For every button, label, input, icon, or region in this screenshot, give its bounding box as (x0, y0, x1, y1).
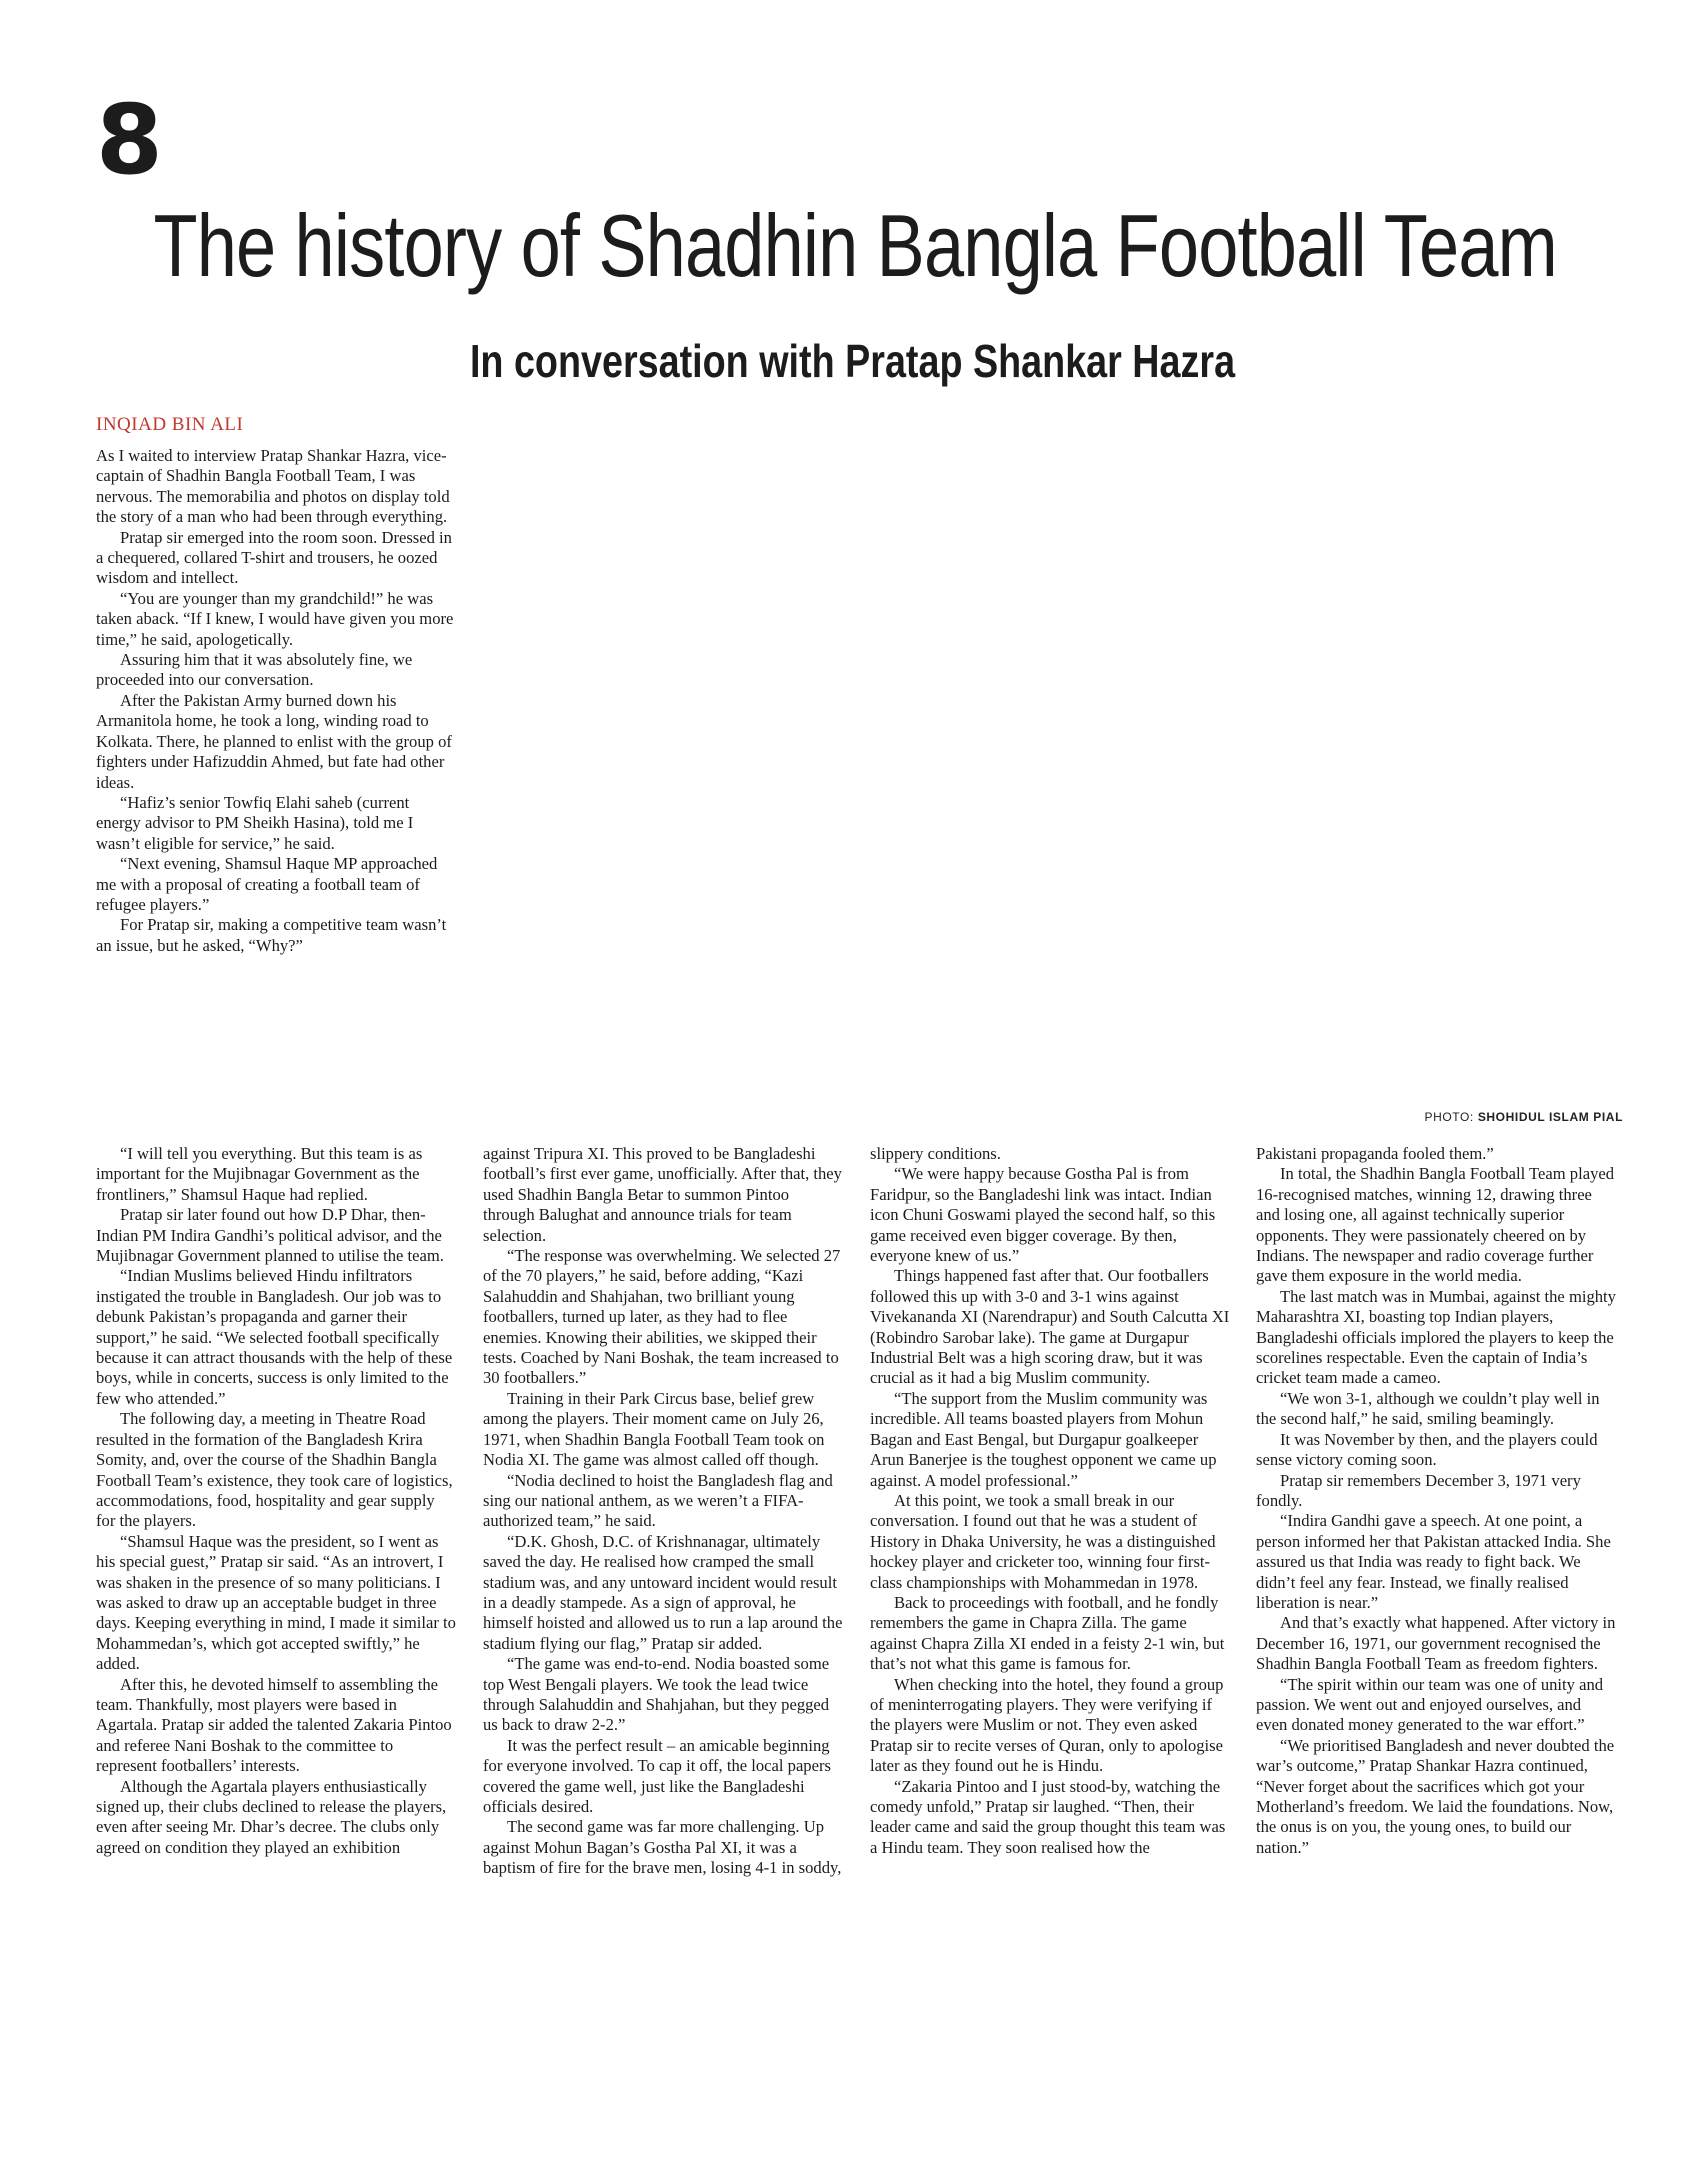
paragraph: In total, the Shadhin Bangla Football Team played 16-recognised matches, winning 12, drawing three and losing one, all against technically superior opponents. They were passionately cheered on by Indians. The newspaper and radio coverage further gave them exposure in the world media. (1256, 1164, 1615, 1286)
article-column-1-continued (96, 1144, 456, 1858)
paragraph: Pratap sir emerged into the room soon. Dressed in a chequered, collared T-shirt and trousers, he oozed wisdom and intellect. (96, 527, 452, 588)
paragraph: “The game was end-to-end. Nodia boasted some top West Bengali players. We took the lead twice through Salahuddin and Shahjahan, but they pegged us back to draw 2-2.” (483, 1654, 830, 1735)
paragraph: Although the Agartala players enthusiastically signed up, their clubs declined to release the players, even after seeing Mr. Dhar’s decree. The clubs only agreed on condition they played an exhibition (96, 1776, 447, 1857)
paragraph: The second game was far more challenging. Up against Mohun Bagan’s Gostha Pal XI, it was a baptism of fire for the brave men, losing 4-1 in soddy, (483, 1817, 842, 1878)
paragraph: “We prioritised Bangladesh and never doubted the war’s outcome,” Pratap Shankar Hazra continued, “Never forget about the sacrifices which got your Motherland’s freedom. We laid the foundations. Now, the onus is on you, the young ones, to build our nation.” (1256, 1735, 1615, 1857)
paragraph: “I will tell you everything. But this team is as important for the Mujibnagar Government as the frontliners,” Shamsul Haque had replied. (96, 1144, 423, 1204)
paragraph: “Indian Muslims believed Hindu infiltrators instigated the trouble in Bangladesh. Our job was to debunk Pakistan’s propaganda and garner their support,” he said. “We selected football specifically because it can attract thousands with the help of these boys, while in concerts, success is only limited to the few who attended.” (96, 1266, 453, 1408)
paragraph: Things happened fast after that. Our footballers followed this up with 3-0 and 3-1 wins against Vivekananda XI (Narendrapur) and South Calcutta XI (Robindro Sarobar lake). The game at Durgapur Industrial Belt was a high scoring draw, but it was crucial as it had a big Muslim community. (870, 1266, 1230, 1388)
byline: INQIAD BIN ALI (96, 414, 244, 435)
paragraph: After the Pakistan Army burned down his Armanitola home, he took a long, winding road to Kolkata. There, he planned to enlist with the group of fighters under Hafizuddin Ahmed, but fate had other ideas. (96, 690, 452, 792)
article-column-1 (96, 446, 456, 956)
article-column-3 (870, 1144, 1230, 1858)
photo-area (480, 440, 1620, 1100)
paragraph: It was the perfect result – an amicable beginning for everyone involved. To cap it off, the local papers covered the game well, just like the Bangladeshi officials desired. (483, 1735, 831, 1816)
paragraph: It was November by then, and the players could sense victory coming soon. (1256, 1429, 1598, 1470)
paragraph: “The response was overwhelming. We selected 27 of the 70 players,” he said, before adding, “Kazi Salahuddin and Shahjahan, two brilliant young footballers, turned up later, as they had to flee enemies. Knowing their abilities, we skipped their tests. Coached by Nani Boshak, the team increased to 30 footballers.” (483, 1246, 841, 1388)
paragraph: After this, he devoted himself to assembling the team. Thankfully, most players were based in Agartala. Pratap sir added the talented Zakaria Pintoo and referee Nani Boshak to the committee to represent footballers’ interests. (96, 1674, 452, 1776)
paragraph: As I waited to interview Pratap Shankar Hazra, vice-captain of Shadhin Bangla Football Team, I was nervous. The memorabilia and photos on display told the story of a man who had been through everything. (96, 446, 450, 527)
paragraph: The last match was in Mumbai, against the mighty Maharashtra XI, boasting top Indian players, Bangladeshi officials implored the players to keep the scorelines respectable. Even the captain of India’s cricket team made a cameo. (1256, 1286, 1616, 1388)
paragraph: And that’s exactly what happened. After victory in December 16, 1971, our government recognised the Shadhin Bangla Football Team as freedom fighters. (1256, 1613, 1616, 1674)
paragraph: Assuring him that it was absolutely fine, we proceeded into our conversation. (96, 650, 413, 690)
photo-credit-label: PHOTO: (1424, 1110, 1478, 1124)
paragraph: “The support from the Muslim community was incredible. All teams boasted players from Mohun Bagan and East Bengal, but Durgapur goalkeeper Arun Banerjee is the toughest opponent we came up against. A model professional.” (870, 1388, 1217, 1490)
paragraph: “Next evening, Shamsul Haque MP approached me with a proposal of creating a football team of refugee players.” (96, 854, 438, 914)
page-number: 8 (96, 84, 161, 196)
paragraph: Pakistani propaganda fooled them.” (1256, 1144, 1494, 1163)
paragraph: “We were happy because Gostha Pal is from Faridpur, so the Bangladeshi link was intact. Indian icon Chuni Goswami played the second half, so this game received even bigger coverage. By then, everyone knew of us.” (870, 1164, 1216, 1266)
paragraph: Pratap sir later found out how D.P Dhar, then-Indian PM Indira Gandhi’s political advisor, and the Mujibnagar Government planned to utilise the team. (96, 1205, 444, 1266)
paragraph: “You are younger than my grandchild!” he was taken aback. “If I knew, I would have given you more time,” he said, apologetically. (96, 588, 454, 649)
paragraph: “We won 3-1, although we couldn’t play well in the second half,” he said, smiling beamingly. (1256, 1388, 1600, 1429)
paragraph: Back to proceedings with football, and he fondly remembers the game in Chapra Zilla. The game against Chapra Zilla XI ended in a feisty 2-1 win, but that’s not what this game is famous for. (870, 1592, 1225, 1674)
paragraph: “D.K. Ghosh, D.C. of Krishnanagar, ultimately saved the day. He realised how cramped the small stadium was, and any untoward incident would result in a deadly stampede. As a sign of approval, he himself hoisted and allowed us to run a lap around the stadium flying our flag,” Pratap sir added. (483, 1531, 843, 1653)
paragraph: “Indira Gandhi gave a speech. At one point, a person informed her that Pakistan attacked India. She assured us that India was ready to fight back. We didn’t feel any fear. Instead, we finally realised liberation is near.” (1256, 1511, 1611, 1612)
paragraph: “The spirit within our team was one of unity and passion. We went out and enjoyed ourselves, and even donated money generated to the war effort.” (1256, 1674, 1604, 1735)
photo-credit (1424, 1110, 1623, 1124)
paragraph: “Shamsul Haque was the president, so I went as his special guest,” Pratap sir said. “As an introvert, I was shaken in the presence of so many politicians. I was asked to draw up an acceptable budget in three days. Keeping everything in mind, I made it similar to Mohammedan’s, which got accepted swiftly,” he added. (96, 1531, 456, 1674)
paragraph: The following day, a meeting in Theatre Road resulted in the formation of the Bangladesh Krira Somity, and, over the course of the Shadhin Bangla Football Team’s existence, they took care of logistics, accommodations, food, hospitality and gear supply for the players. (96, 1409, 453, 1531)
paragraph: against Tripura XI. This proved to be Bangladeshi football’s first ever game, unofficially. After that, they used Shadhin Bangla Betar to summon Pintoo through Balughat and announce trials for team selection. (483, 1144, 842, 1245)
article-column-4 (1256, 1144, 1616, 1858)
paragraph: Pratap sir remembers December 3, 1971 very fondly. (1256, 1470, 1581, 1510)
paragraph: When checking into the hotel, they found a group of meninterrogating players. They were verifying if the players were Muslim or not. They even asked Pratap sir to recite verses of Quran, only to apologise later as they found out he is Hindu. (870, 1674, 1224, 1776)
paragraph: Training in their Park Circus base, belief grew among the players. Their moment came on July 26, 1971, when Shadhin Bangla Football Team took on Nodia XI. The game was almost called off though. (483, 1388, 825, 1470)
paragraph: slippery conditions. (870, 1144, 1001, 1163)
paragraph: “Nodia declined to hoist the Bangladesh flag and sing our national anthem, as we weren’t a FIFA-authorized team,” he said. (483, 1470, 833, 1531)
photo-credit-name: SHOHIDUL ISLAM PIAL (1477, 1110, 1623, 1124)
paragraph: “Zakaria Pintoo and I just stood-by, watching the comedy unfold,” Pratap sir laughed. “Then, their leader came and said the group thought this team was a Hindu team. They soon realised how the (870, 1776, 1226, 1857)
paragraph: For Pratap sir, making a competitive team wasn’t an issue, but he asked, “Why?” (96, 915, 447, 955)
paragraph: At this point, we took a small break in our conversation. I found out that he was a student of History in Dhaka University, he was a distinguished hockey player and cricketer too, winning four first-class championships with Mohammedan in 1978. (870, 1490, 1216, 1592)
headline: The history of Shadhin Bangla Football Team (153, 196, 1557, 295)
article-column-2 (483, 1144, 843, 1879)
paragraph: “Hafiz’s senior Towfiq Elahi saheb (current energy advisor to PM Sheikh Hasina), told me I wasn’t eligible for service,” he said. (96, 792, 414, 853)
subheadline: In conversation with Pratap Shankar Hazra (469, 335, 1236, 387)
